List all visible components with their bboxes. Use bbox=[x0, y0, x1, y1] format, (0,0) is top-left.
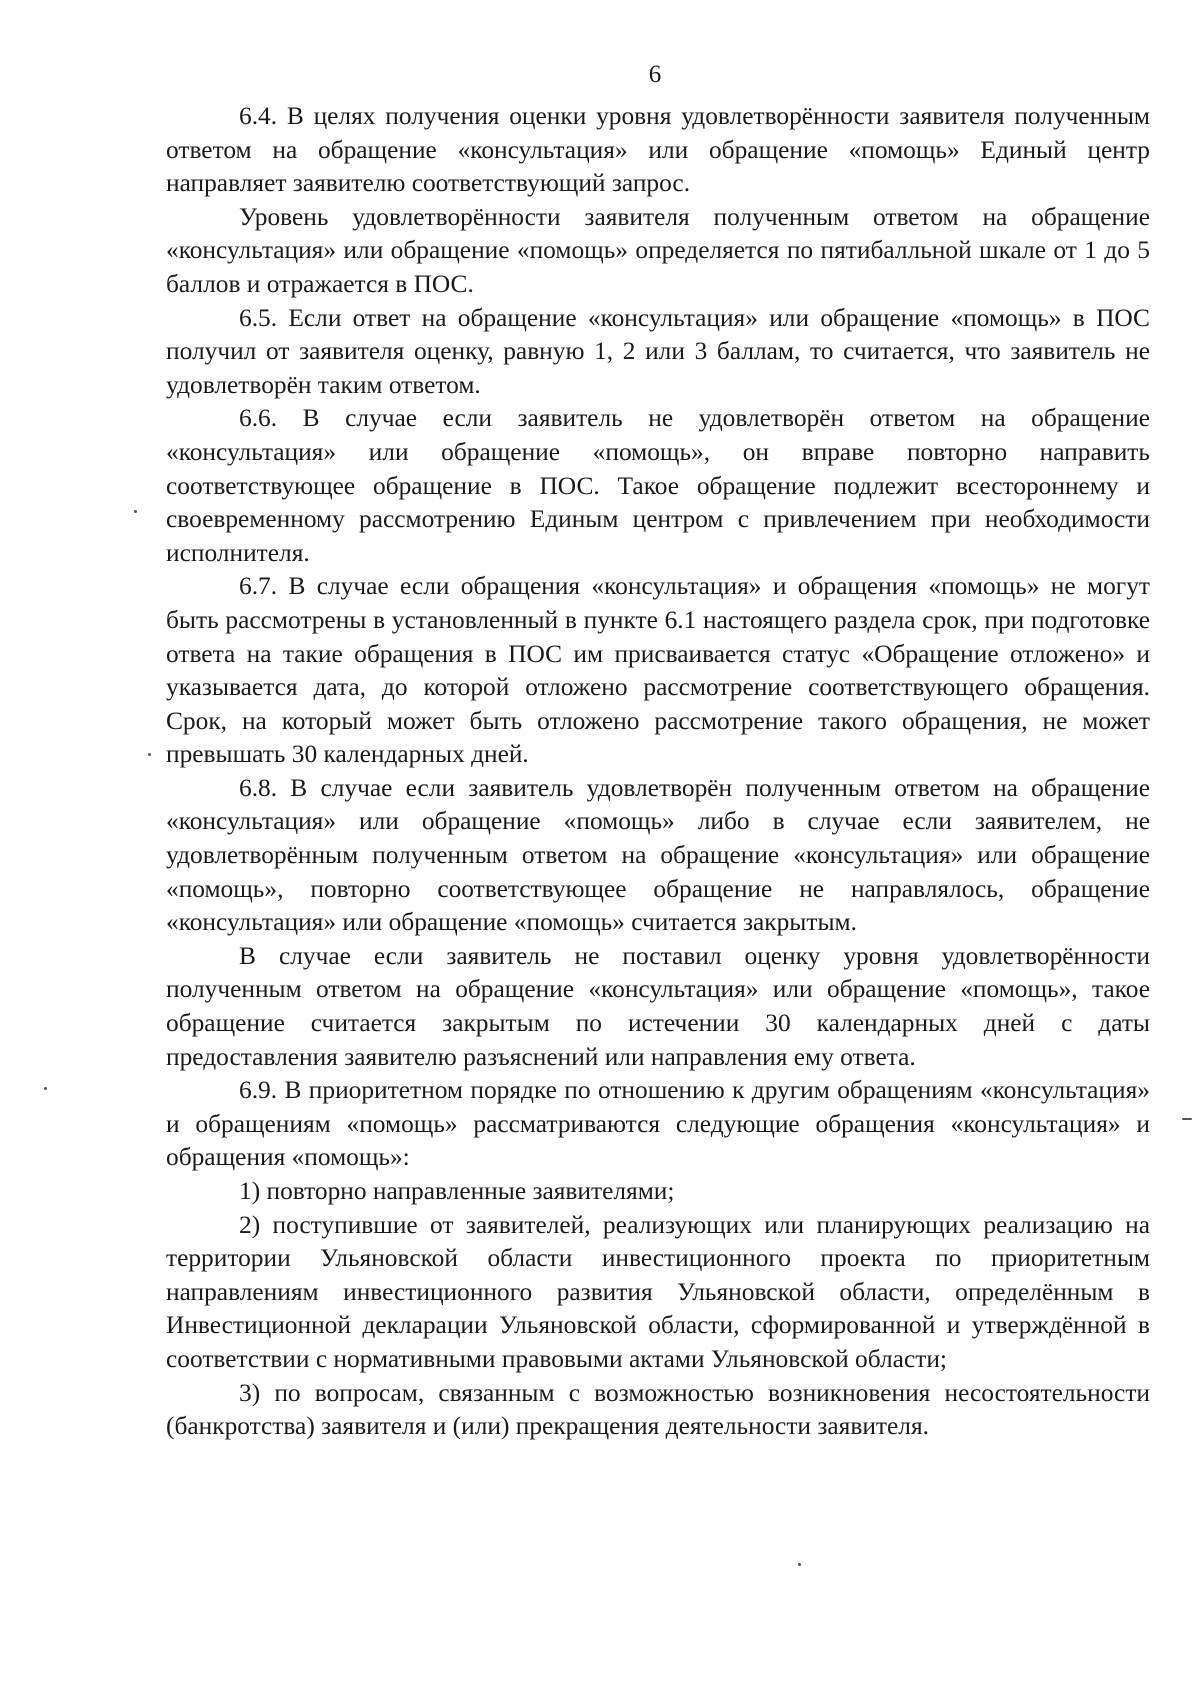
paragraph-6-4: 6.4. В целях получения оценки уровня удовлетворённости заявителя полученным ответом на обращение «консультация» или обращение «помощь» Единый центр направляет заявителю соответствующий запрос. bbox=[166, 102, 1150, 198]
paragraph-closure-no-rating: В случае если заявитель не поставил оценку уровня удовлетворённости полученным ответом на обращение «консультация» или обращение «помощь», такое обращение считается закрытым по истечении 30 календарных дней с даты предоставления заявителю разъяснений или направления ему ответа. bbox=[166, 941, 1150, 1071]
paragraph-6-9: 6.9. В приоритетном порядке по отношению к другим обращениям «консультация» и обращениям «помощь» рассматриваются следующие обращения «консультация» и обращения «помощь»: bbox=[166, 1076, 1150, 1172]
scan-speck bbox=[1182, 1118, 1192, 1120]
paragraph-satisfaction-scale: Уровень удовлетворённости заявителя полученным ответом на обращение «консультация» или обращение «помощь» определяется по пятибалльной шкале от 1 до 5 баллов и отражается в ПОС. bbox=[166, 202, 1150, 298]
page-number: 6 bbox=[648, 61, 662, 88]
paragraph-6-5: 6.5. Если ответ на обращение «консультация» или обращение «помощь» в ПОС получил от заявителя оценку, равную 1, 2 или 3 баллам, то считается, что заявитель не удовлетворён таким ответом. bbox=[166, 303, 1150, 399]
scan-speck bbox=[148, 753, 151, 756]
scan-speck bbox=[798, 1563, 801, 1566]
paragraph-6-8: 6.8. В случае если заявитель удовлетворён полученным ответом на обращение «консультация» или обращение «помощь» либо в случае если заявителем, не удовлетворённым полученным ответом на обращение «консультация» или обращение «помощь», повторно соответствующее обращение не направлялось, обращение «консультация» или обращение «помощь» считается закрытым. bbox=[166, 773, 1150, 937]
document-body bbox=[166, 100, 1150, 1444]
list-item-2: 2) поступившие от заявителей, реализующих или планирующих реализацию на территории Ульяновской области инвестиционного проекта по приоритетным направлениям инвестиционного развития Ульяновской области, определённым в Инвестиционной декларации Ульяновской области, сформированной и утверждённой в соответствии с нормативными правовыми актами Ульяновской области; bbox=[166, 1210, 1150, 1373]
paragraph-6-6: 6.6. В случае если заявитель не удовлетворён ответом на обращение «консультация» или обращение «помощь», он вправе повторно направить соответствующее обращение в ПОС. Такое обращение подлежит всестороннему и своевременному рассмотрению Единым центром с привлечением при необходимости исполнителя. bbox=[166, 404, 1150, 567]
list-item-1: 1) повторно направленные заявителями; bbox=[239, 1177, 675, 1205]
list-item-3: 3) по вопросам, связанным с возможностью возникновения несостоятельности (банкротства) заявителя и (или) прекращения деятельности заявителя. bbox=[166, 1378, 1150, 1441]
scan-speck bbox=[44, 1087, 47, 1090]
paragraph-6-7: 6.7. В случае если обращения «консультация» и обращения «помощь» не могут быть рассмотрены в установленный в пункте 6.1 настоящего раздела срок, при подготовке ответа на такие обращения в ПОС им присваивается статус «Обращение отложено» и указывается дата, до которой отложено рассмотрение соответствующего обращения. Срок, на который может быть отложено рассмотрение такого обращения, не может превышать 30 календарных дней. bbox=[166, 572, 1150, 769]
scan-speck bbox=[134, 510, 137, 513]
